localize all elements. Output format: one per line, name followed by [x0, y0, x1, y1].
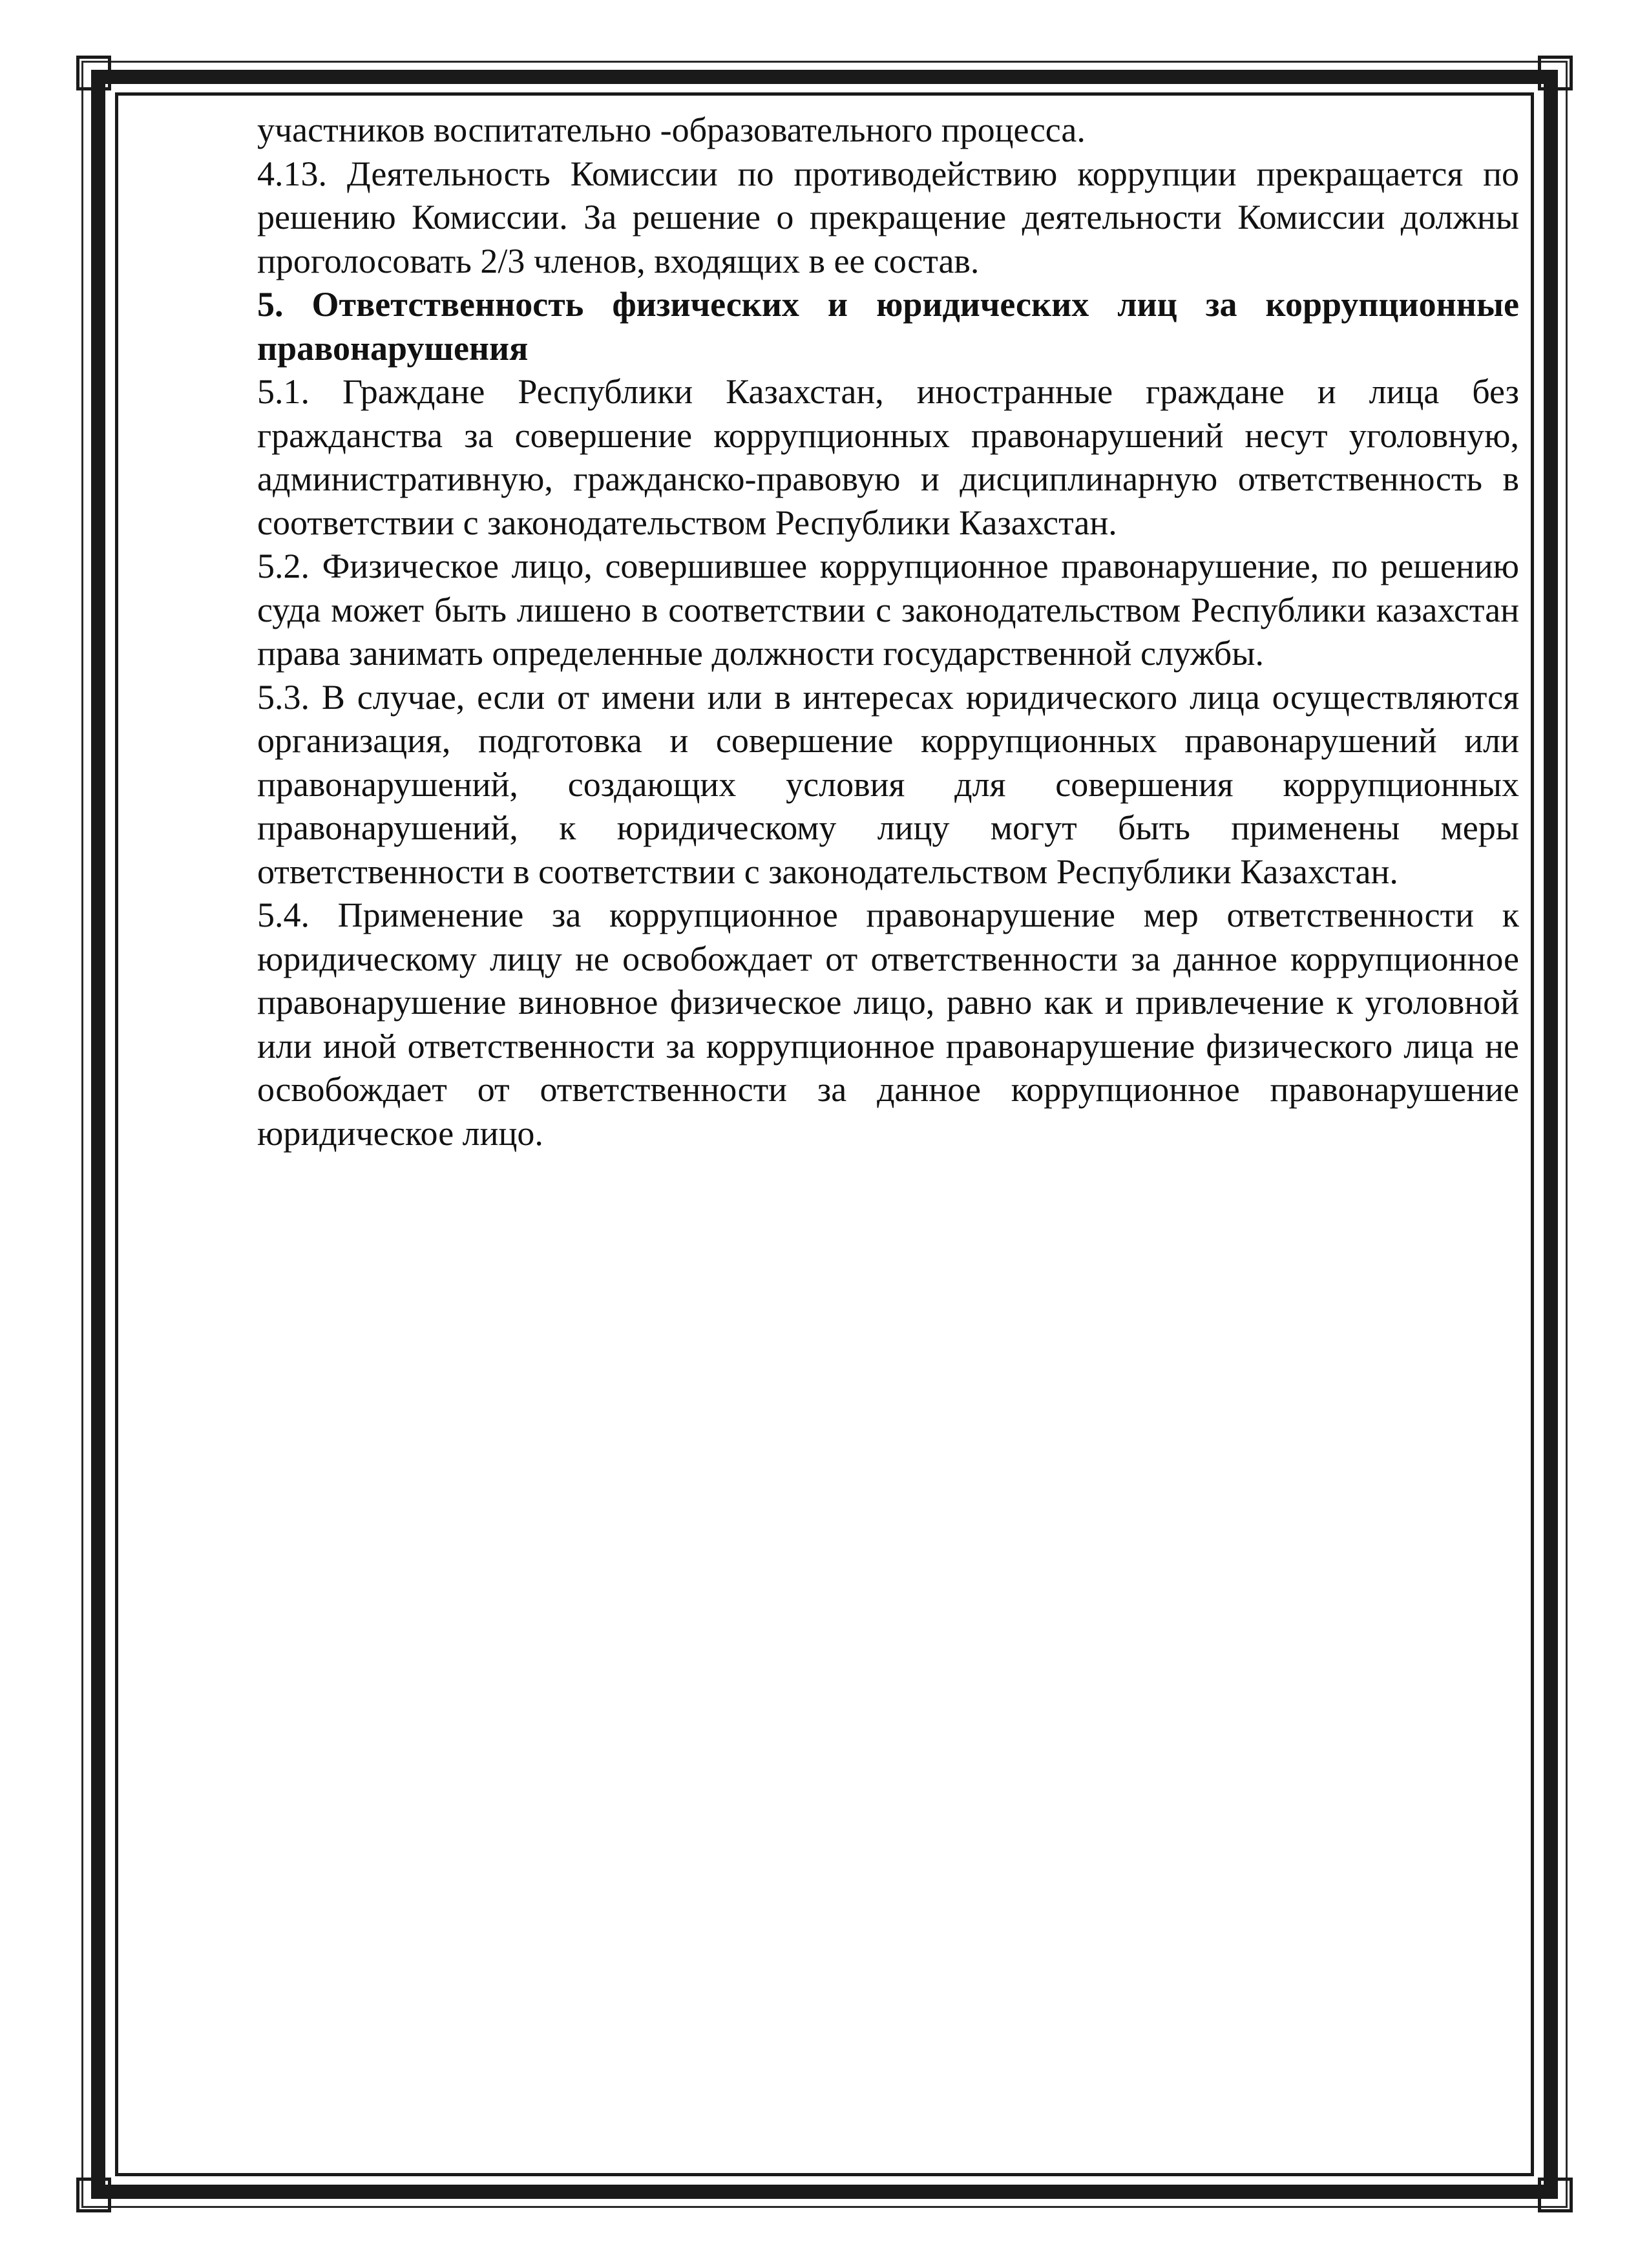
- border-corner-ornament-bottom-left: [76, 2178, 111, 2212]
- border-corner-ornament-bottom-right: [1538, 2178, 1573, 2212]
- paragraph-5-1: 5.1. Граждане Республики Казахстан, иностранные граждане и лица без гражданства за совершение коррупционных правонарушений несут уголовную, административную, гражданско-правовую и дисциплинарную ответственность в соответствии с законодательством Республики Казахстан.: [257, 372, 1519, 542]
- paragraph-4-13: 4.13. Деятельность Комиссии по противодействию коррупции прекращается по решению Комиссии. За решение о прекращение деятельности Комиссии должны проголосовать 2/3 членов, входящих в ее состав.: [257, 154, 1519, 280]
- section-5-heading: 5. Ответственность физических и юридических лиц за коррупционные правонарушения: [257, 285, 1519, 368]
- border-corner-ornament-top-right: [1538, 56, 1573, 90]
- paragraph-5-3: 5.3. В случае, если от имени или в интересах юридического лица осуществляются организация, подготовка и совершение коррупционных правонарушений или правонарушений, создающих условия для совершения коррупционных правонарушений, к юридическому лицу могут быть применены меры ответственности в соответствии с законодательством Республики Казахстан.: [257, 677, 1519, 891]
- paragraph-5-2: 5.2. Физическое лицо, совершившее коррупционное правонарушение, по решению суда может быть лишено в соответствии с законодательством Республики казахстан права занимать определенные должности государственной службы.: [257, 547, 1519, 673]
- paragraph-continuation: участников воспитательно -образовательного процесса.: [257, 110, 1086, 149]
- paragraph-5-4: 5.4. Применение за коррупционное правонарушение мер ответственности к юридическому лицу не освобождает от ответственности за данное коррупционное правонарушение виновное физическое лицо, равно как и привлечение к уголовной или иной ответственности за коррупционное правонарушение физического лица не освобождает от ответственности за данное коррупционное правонарушение юридическое лицо.: [257, 896, 1519, 1153]
- document-body: [257, 109, 1519, 1155]
- border-corner-ornament-top-left: [76, 56, 111, 90]
